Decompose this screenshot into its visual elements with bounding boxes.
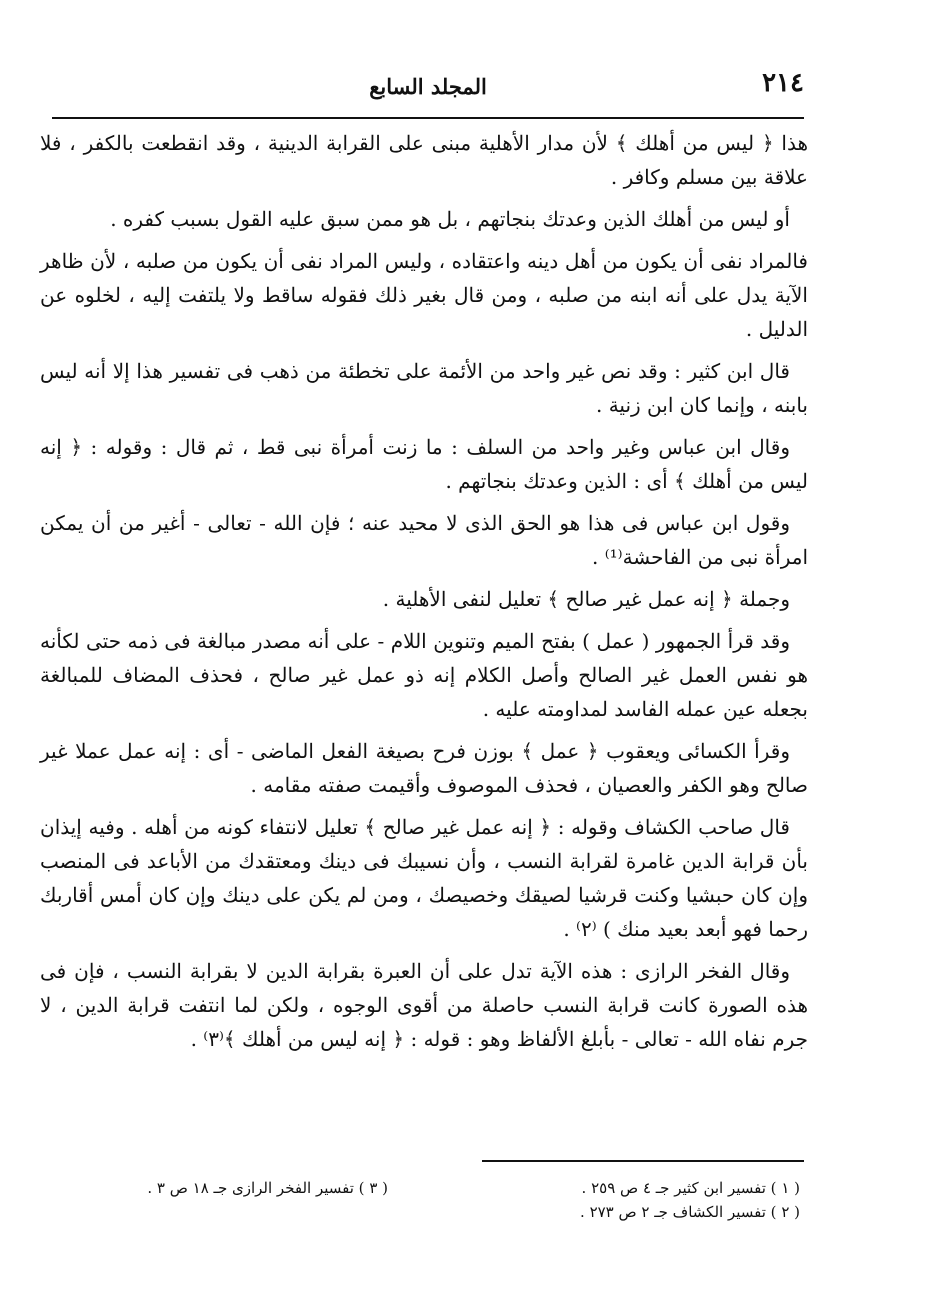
footnote-rule (482, 1160, 804, 1162)
paragraph: هذا ﴿ ليس من أهلك ﴾ لأن مدار الأهلية مبنى على القرابة الدينية ، وقد انقطعت بالكفر ، فلا علاقة بين مسلم وكافر . (40, 131, 808, 189)
page-number: ٢١٤ (762, 68, 804, 98)
header-rule (52, 117, 804, 119)
paragraph: وقد قرأ الجمهور ( عمل ) بفتح الميم وتنوين اللام - على أنه مصدر مبالغة فى ذمه حتى لكأنه هو نفس العمل غير الصالح وأصل الكلام إنه ذو عمل غير صالح ، فحذف المضاف للمبالغة بجعله عين عمله الفاسد لمداومته عليه . (40, 629, 808, 721)
page-header (52, 68, 804, 108)
paragraph: وقال ابن عباس وغير واحد من السلف : ما زنت أمرأة نبى قط ، ثم قال : وقوله : ﴿ إنه ليس من أهلك ﴾ أى : الذين وعدتك بنجاتهم . (40, 435, 808, 493)
footnotes-column-right (500, 1176, 800, 1224)
footnote-2: ( ٢ ) تفسير الكشاف جـ ٢ ص ٢٧٣ . (580, 1203, 800, 1221)
footnote-1: ( ١ ) تفسير ابن كثير جـ ٤ ص ٢٥٩ . (581, 1179, 800, 1197)
paragraph: فالمراد نفى أن يكون من أهل دينه واعتقاده ، وليس المراد نفى أن يكون من صلبه ، لأن ظاهر الآية يدل على أنه ابنه من صلبه ، ومن قال بغير ذلك فقوله ساقط ولا يلتفت إليه ، لخلوه عن الدليل . (40, 249, 808, 341)
paragraph: أو ليس من أهلك الذين وعدتك بنجاتهم ، بل هو ممن سبق عليه القول بسبب كفره . (110, 207, 790, 231)
paragraph: وجملة ﴿ إنه عمل غير صالح ﴾ تعليل لنفى الأهلية . (382, 587, 790, 611)
paragraph: وقال الفخر الرازى : هذه الآية تدل على أن العبرة بقرابة الدين لا بقرابة النسب ، فإن فى هذه الصورة كانت قرابة النسب حاصلة من أقوى الوجوه ، ولكن لما انتفت قرابة الدين ، لا جرم نفاه الله - تعالى - بأبلغ الألفاظ وهو : قوله : ﴿ إنه ليس من أهلك ﴾⁽٣⁾ . (40, 959, 808, 1051)
body-text (40, 126, 808, 1064)
paragraph: قال ابن كثير : وقد نص غير واحد من الأئمة على تخطئة من ذهب فى تفسير هذا إلا أنه ليس بابنه ، وإنما كان ابن زنية . (40, 359, 808, 417)
footnotes (88, 1176, 800, 1224)
volume-title: المجلد السابع (369, 74, 487, 99)
footnote-3: ( ٣ ) تفسير الفخر الرازى جـ ١٨ ص ٣ . (147, 1179, 388, 1197)
paragraph: وقرأ الكسائى ويعقوب ﴿ عمل ﴾ بوزن فرح بصيغة الفعل الماضى - أى : إنه عمل عملا غير صالح وهو الكفر والعصيان ، فحذف الموصوف وأقيمت صفته مقامه . (40, 739, 808, 797)
footnotes-column-left (88, 1176, 388, 1224)
paragraph: قال صاحب الكشاف وقوله : ﴿ إنه عمل غير صالح ﴾ تعليل لانتفاء كونه من أهله . وفيه إيذان بأن قرابة الدين غامرة لقرابة النسب ، وأن نسيبك فى دينك ومعتقدك من الأباعد فى المنصب وإن كان حبشيا وكنت قرشيا لصيقك وخصيصك ، ومن لم يكن على دينك وإن كان أمس أقاربك رحما فهو أبعد بعيد منك ) ⁽٢⁾ . (40, 815, 808, 941)
paragraph: وقول ابن عباس فى هذا هو الحق الذى لا محيد عنه ؛ فإن الله - تعالى - أغير من أن يمكن امرأة نبى من الفاحشة⁽¹⁾ . (40, 511, 808, 569)
